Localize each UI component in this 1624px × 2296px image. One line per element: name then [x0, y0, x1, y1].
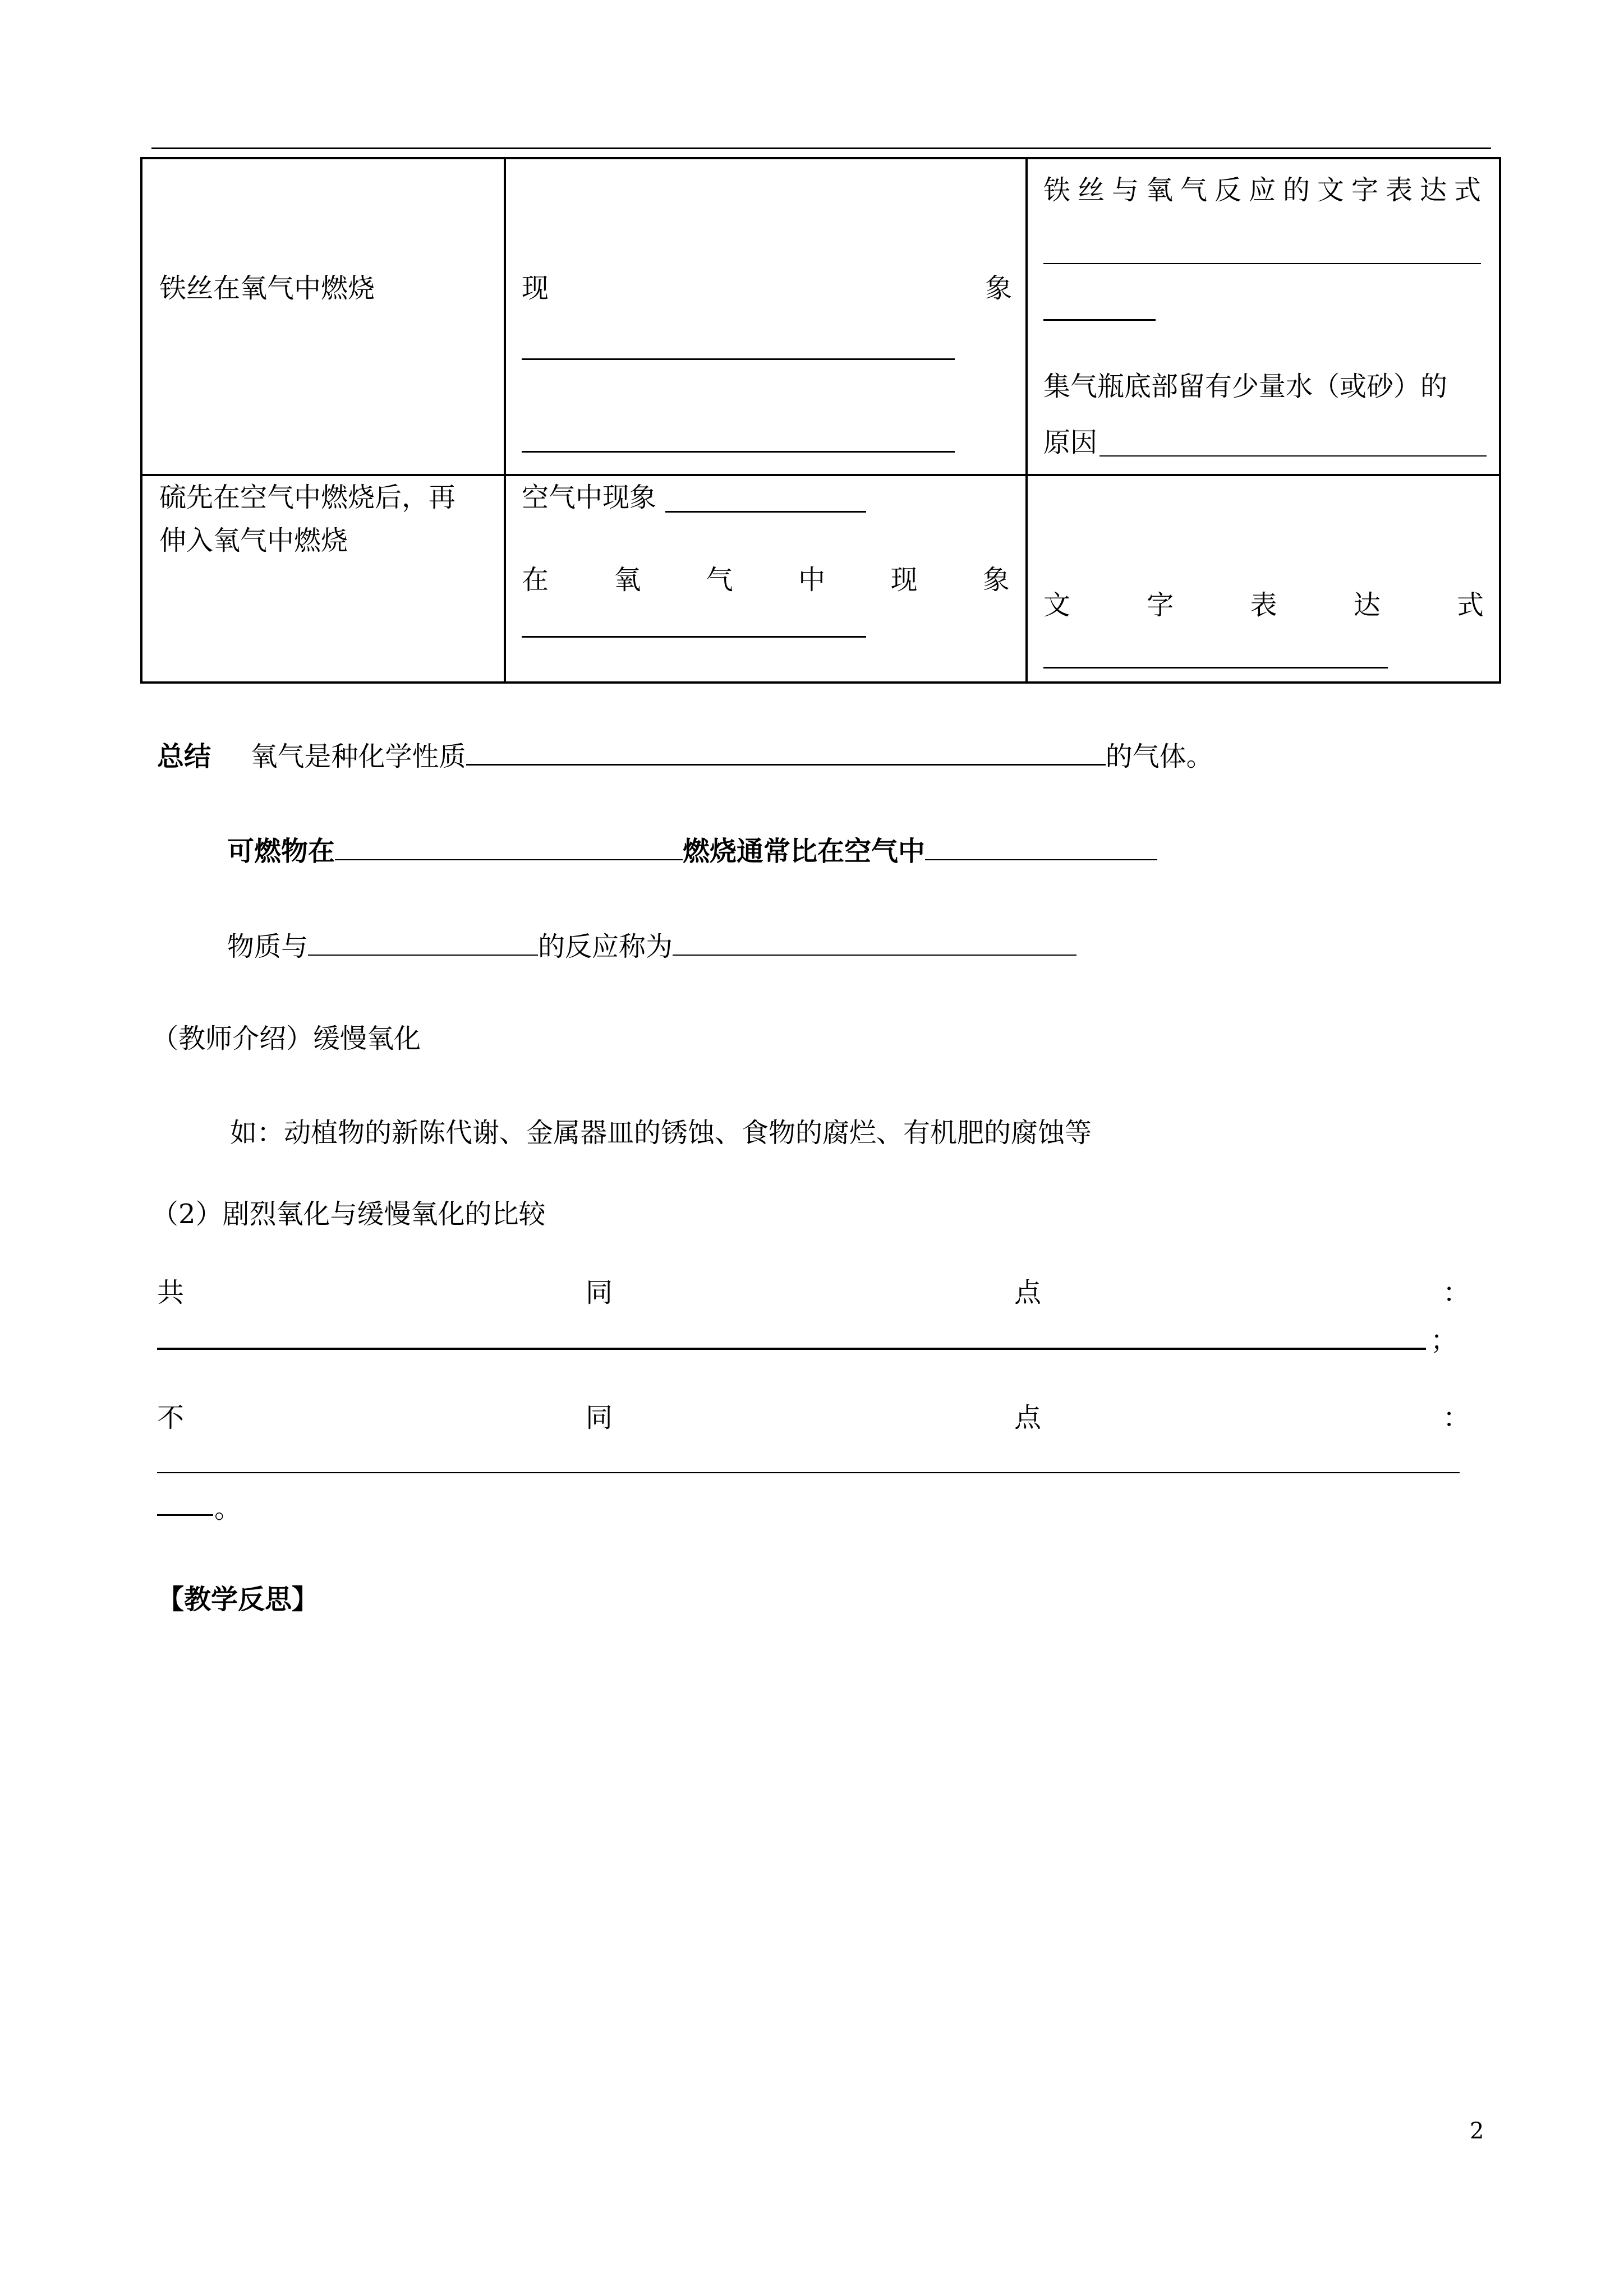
summary-blank-4 [308, 930, 538, 956]
cell-sulfur-experiment [141, 475, 505, 683]
air-phenomenon-label: 空气中现象 [522, 482, 657, 513]
common-points-end: ； [1430, 1325, 1458, 1356]
cell-sulfur-equation [1027, 475, 1500, 683]
different-points-end: 。 [214, 1493, 242, 1524]
oxygen-phenomenon-label: 在 氧 气 中 现 象 [522, 564, 1010, 596]
table-row [141, 158, 1500, 475]
teacher-intro: （教师介绍）缓慢氧化 [151, 1023, 421, 1054]
sulfur-equation-blank [1043, 667, 1388, 668]
equation-blank-2 [1043, 319, 1156, 321]
reason-blank [1099, 455, 1487, 457]
different-points-blank-1 [157, 1472, 1460, 1473]
phenomenon-blank-1 [522, 358, 955, 360]
iron-experiment-label: 铁丝在氧气中燃烧 [159, 273, 375, 304]
common-points-label: 共 同 点 ： [157, 1277, 1470, 1308]
phenomenon-label-left: 现 [522, 273, 549, 304]
compare-title: （2）剧烈氧化与缓慢氧化的比较 [151, 1198, 546, 1230]
experiment-table [140, 157, 1501, 684]
iron-equation-label: 铁丝与氧气反应的文字表达式 [1043, 174, 1489, 206]
cell-iron-phenomenon [505, 158, 1027, 475]
header-rule [151, 147, 1491, 149]
reason-label-2: 原因 [1043, 427, 1098, 458]
different-points-blank-2 [157, 1514, 213, 1516]
summary-label: 总结 [157, 741, 211, 772]
examples-text: 如：动植物的新陈代谢、金属器皿的锈蚀、食物的腐烂、有机肥的腐蚀等 [230, 1117, 1092, 1149]
summary-line-1: 总结 氧气是种化学性质 的气体。 [157, 739, 1213, 773]
reason-label: 集气瓶底部留有少量水（或砂）的 [1043, 371, 1448, 402]
cell-iron-equation [1027, 158, 1500, 475]
summary-blank-3 [925, 835, 1157, 860]
phenomenon-blank-2 [522, 451, 955, 453]
sulfur-experiment-line1: 硫先在空气中燃烧后，再 [159, 482, 456, 513]
summary-blank-1 [466, 739, 1106, 766]
different-points-label: 不 同 点 ： [157, 1402, 1470, 1433]
cell-sulfur-phenomenon [505, 475, 1027, 683]
phenomenon-label-right: 象 [984, 273, 1012, 304]
oxygen-phenomenon-blank [522, 636, 866, 638]
common-points-blank [157, 1348, 1426, 1350]
summary-blank-2 [335, 835, 683, 860]
sulfur-experiment-line2: 伸入氧气中燃烧 [159, 525, 348, 556]
sulfur-equation-label: 文 字 表 达 式 [1043, 589, 1484, 621]
summary-line-3: 物质与 的反应称为 [227, 930, 1076, 963]
cell-iron-experiment [141, 158, 505, 475]
equation-blank-1 [1043, 263, 1481, 264]
page-number: 2 [1470, 2118, 1484, 2144]
reflection-heading: 【教学反思】 [157, 1584, 319, 1615]
air-phenomenon-blank [665, 511, 866, 513]
summary-blank-5 [673, 930, 1076, 956]
summary-line-2: 可燃物在 燃烧通常比在空气中 [227, 835, 1157, 868]
table-row [141, 475, 1500, 683]
